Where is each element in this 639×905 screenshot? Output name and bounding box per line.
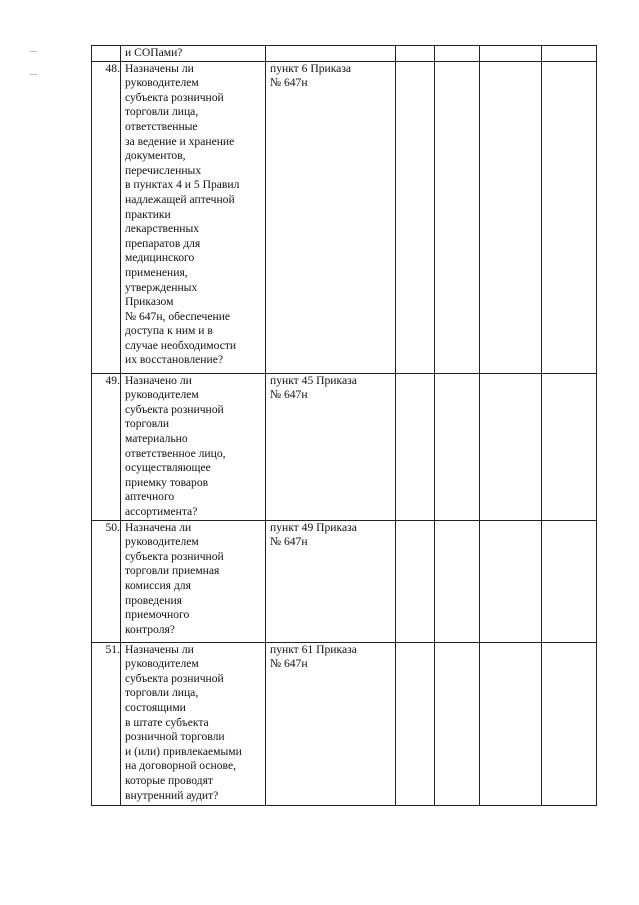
checklist-table (91, 45, 597, 806)
reference-cell: пункт 49 Приказа № 647н (266, 520, 396, 642)
reference-cell: пункт 45 Приказа № 647н (266, 373, 396, 520)
answer-na-cell (480, 373, 542, 520)
answer-yes-cell (396, 46, 435, 62)
answer-na-cell (480, 642, 542, 805)
answer-yes-cell (396, 373, 435, 520)
row-number: 50. (92, 520, 121, 642)
table-row (92, 520, 597, 642)
reference-cell (266, 46, 396, 62)
question-cell: Назначена ли руководителем субъекта розничной торговли приемная комиссия для проведения приемочного контроля? (121, 520, 266, 642)
question-cell: и СОПами? (121, 46, 266, 62)
answer-no-cell (435, 46, 480, 62)
answer-yes-cell (396, 520, 435, 642)
table-row (92, 642, 597, 805)
reference-cell: пункт 6 Приказа № 647н (266, 61, 396, 373)
row-number: 48. (92, 61, 121, 373)
note-cell (542, 373, 597, 520)
question-cell: Назначено ли руководителем субъекта розничной торговли материально ответственное лицо, осуществляющее приемку товаров аптечного ассортимента? (121, 373, 266, 520)
answer-na-cell (480, 46, 542, 62)
answer-no-cell (435, 642, 480, 805)
answer-no-cell (435, 373, 480, 520)
note-cell (542, 61, 597, 373)
table-row (92, 373, 597, 520)
answer-no-cell (435, 520, 480, 642)
scan-margin-mark (30, 74, 37, 75)
answer-no-cell (435, 61, 480, 373)
note-cell (542, 642, 597, 805)
answer-na-cell (480, 61, 542, 373)
table-row (92, 46, 597, 62)
row-number (92, 46, 121, 62)
note-cell (542, 520, 597, 642)
answer-na-cell (480, 520, 542, 642)
table-row (92, 61, 597, 373)
question-cell: Назначены ли руководителем субъекта розничной торговли лица, ответственные за ведение и хранение документов, перечисленных в пунктах 4 и 5 Правил надлежащей аптечной практики лекарственных препаратов для медицинского применения, утвержденных Приказом № 647н, обеспечение доступа к ним и в случае необходимости их восстановление? (121, 61, 266, 373)
question-cell: Назначены ли руководителем субъекта розничной торговли лица, состоящими в штате субъекта розничной торговли и (или) привлекаемыми на договорной основе, которые проводят внутренний аудит? (121, 642, 266, 805)
scan-margin-mark (30, 51, 37, 52)
answer-yes-cell (396, 61, 435, 373)
answer-yes-cell (396, 642, 435, 805)
note-cell (542, 46, 597, 62)
reference-cell: пункт 61 Приказа № 647н (266, 642, 396, 805)
row-number: 49. (92, 373, 121, 520)
row-number: 51. (92, 642, 121, 805)
